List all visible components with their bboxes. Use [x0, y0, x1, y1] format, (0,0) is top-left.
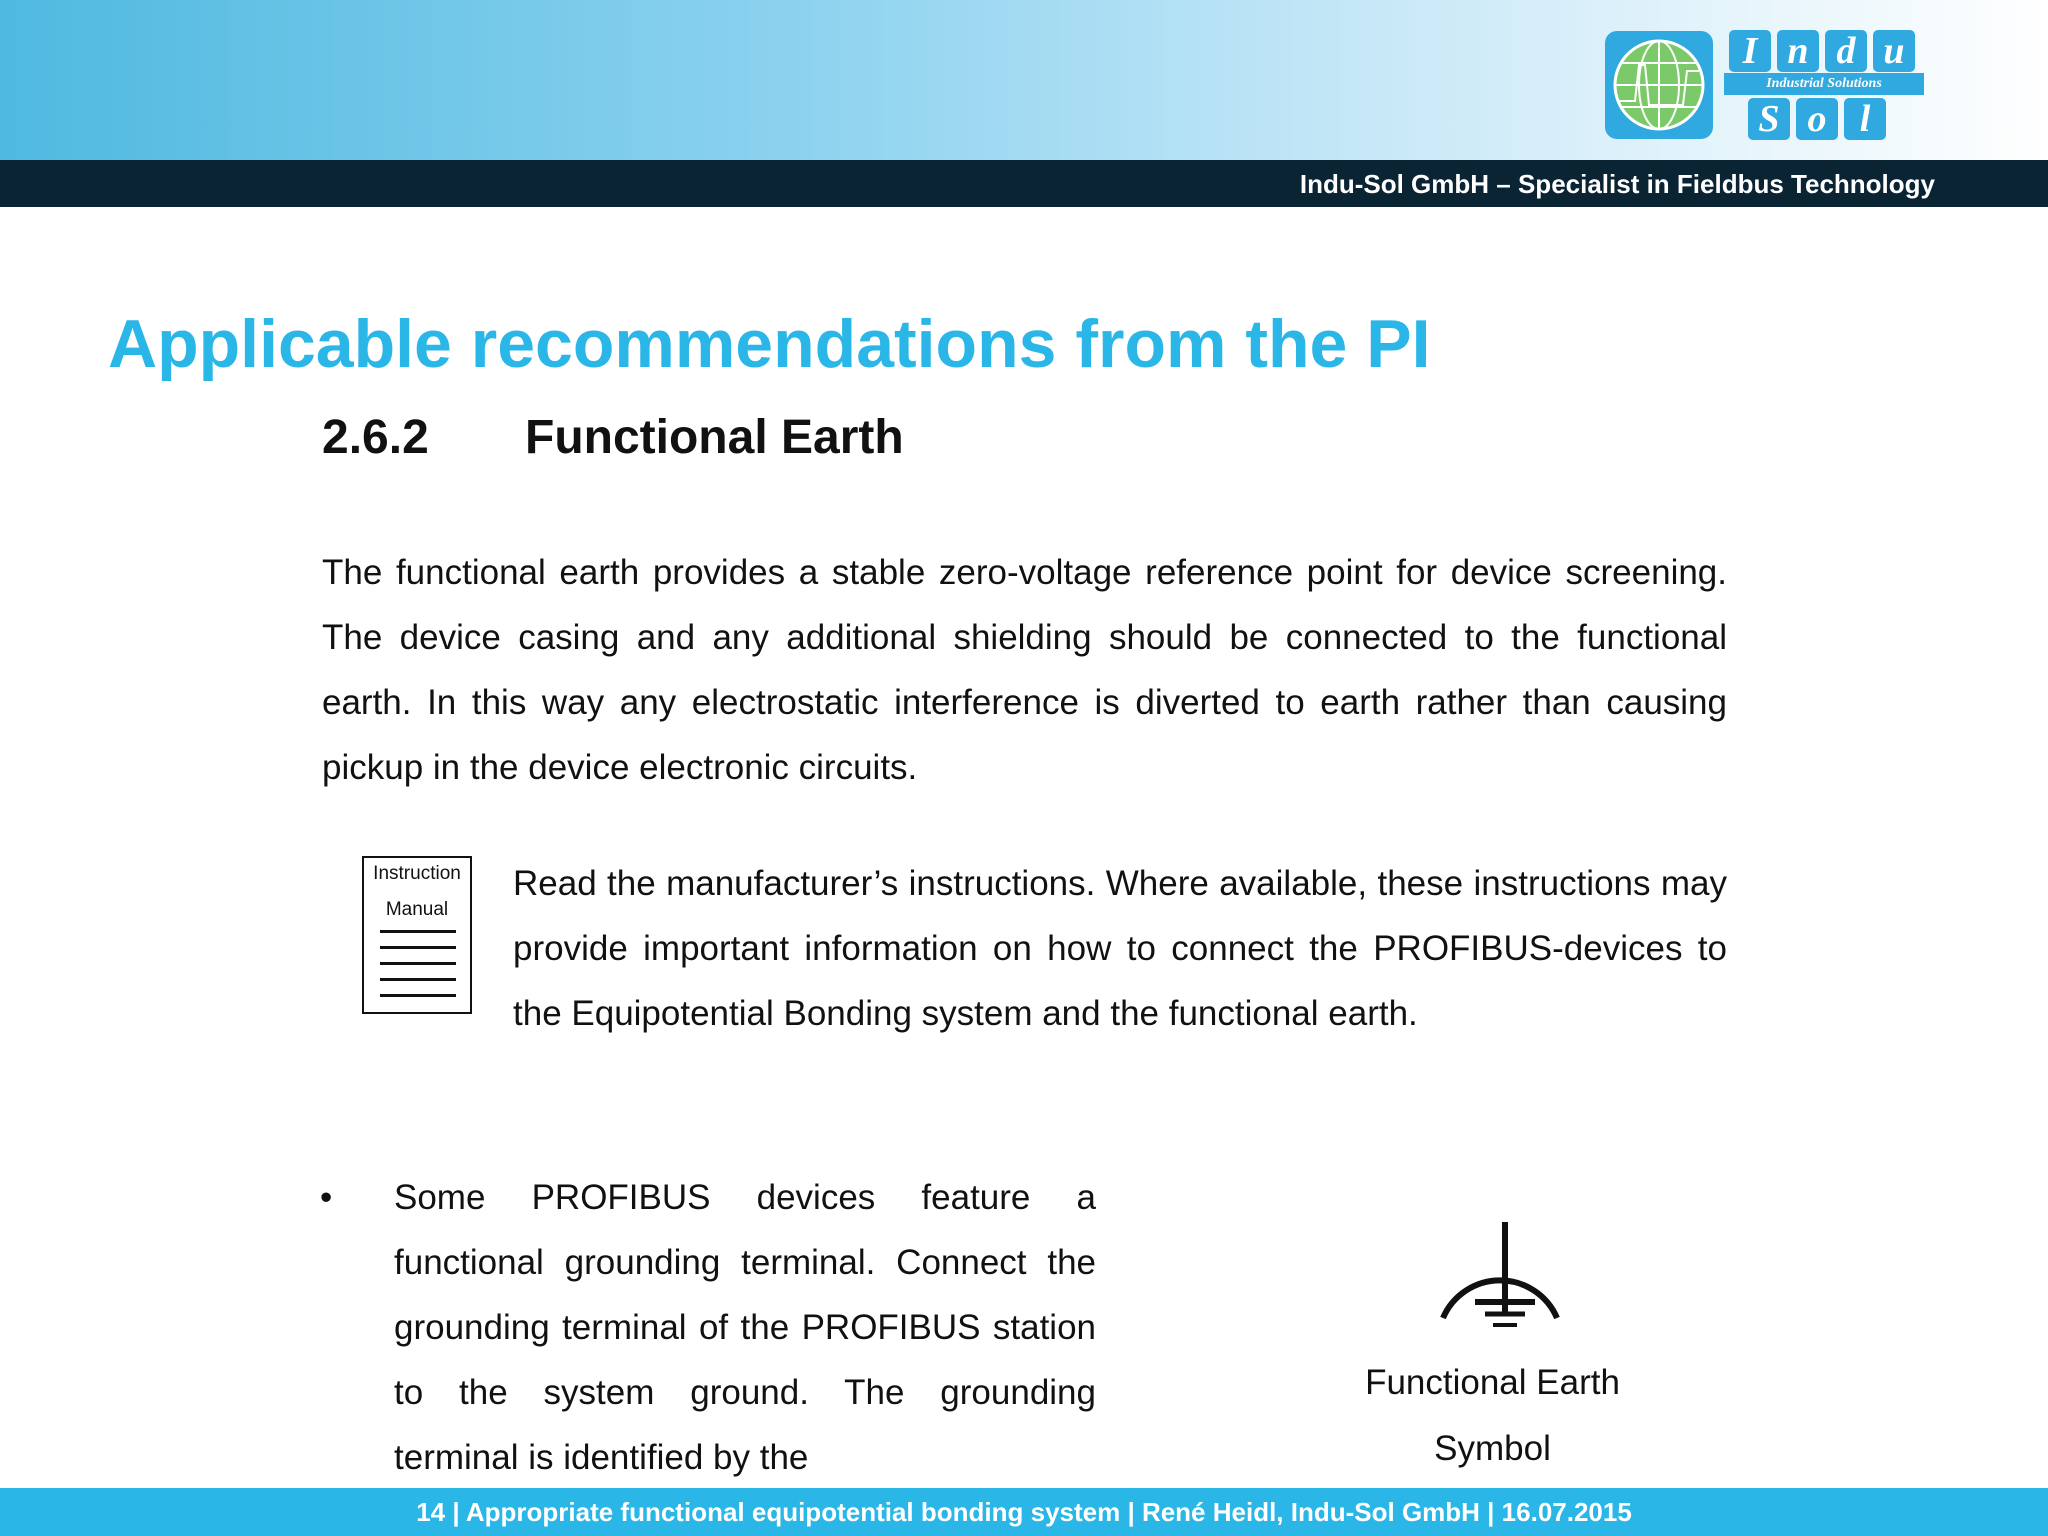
footer-bar — [0, 1488, 2048, 1536]
manual-rule — [380, 930, 456, 933]
logo-letter: S — [1748, 98, 1790, 140]
logo-letter: I — [1729, 30, 1771, 72]
section-number: 2.6.2 — [322, 411, 429, 464]
bullet-marker: • — [320, 1178, 333, 1217]
logo-letter: l — [1844, 98, 1886, 140]
manual-rule — [380, 994, 456, 997]
company-tagline: Indu-Sol GmbH – Specialist in Fieldbus Technology — [1299, 169, 1935, 199]
section-heading — [322, 410, 904, 465]
manual-label-line2: Manual — [385, 899, 449, 920]
instruction-manual-icon — [362, 856, 472, 1014]
caption-line1: Functional Earth — [1365, 1363, 1620, 1402]
functional-earth-caption — [1300, 1350, 1685, 1482]
manual-label-line1: Instruction — [373, 863, 461, 884]
section-title: Functional Earth — [525, 411, 904, 464]
logo-letter: o — [1796, 98, 1838, 140]
slide-title: Applicable recommendations from the PI — [108, 306, 1431, 382]
logo-subtitle: Industrial Solutions — [1724, 73, 1924, 95]
manual-rule — [380, 978, 456, 981]
indu-sol-logo — [1605, 28, 1935, 144]
globe-icon — [1605, 31, 1713, 139]
header-banner — [0, 0, 2048, 160]
logo-letter: u — [1873, 30, 1915, 72]
paragraph-functional-earth: The functional earth provides a stable zero-voltage reference point for device screening. The device casing and any additional shielding should be connected to the functional earth. In this way any electrostatic interference is diverted to earth rather than causing pickup in the device electronic circuits. — [322, 553, 1727, 787]
manual-rule — [380, 946, 456, 949]
manual-rule — [380, 962, 456, 965]
logo-letter: n — [1777, 30, 1819, 72]
bullet-grounding-terminal: Some PROFIBUS devices feature a functional grounding terminal. Connect the grounding terminal of the PROFIBUS station to the system ground. The grounding terminal is identified by the — [394, 1178, 1096, 1477]
functional-earth-symbol-icon — [1435, 1218, 1565, 1348]
caption-line2: Symbol — [1434, 1429, 1551, 1468]
header-bar — [0, 160, 2048, 207]
logo-letter: d — [1825, 30, 1867, 72]
footer-text: 14 | Appropriate functional equipotential bonding system | René Heidl, Indu-Sol GmbH | 16.07.2015 — [416, 1497, 1632, 1527]
paragraph-manufacturer-instructions: Read the manufacturer’s instructions. Where available, these instructions may provide important information on how to connect the PROFIBUS-devices to the Equipotential Bonding system and the functional earth. — [513, 864, 1727, 1033]
